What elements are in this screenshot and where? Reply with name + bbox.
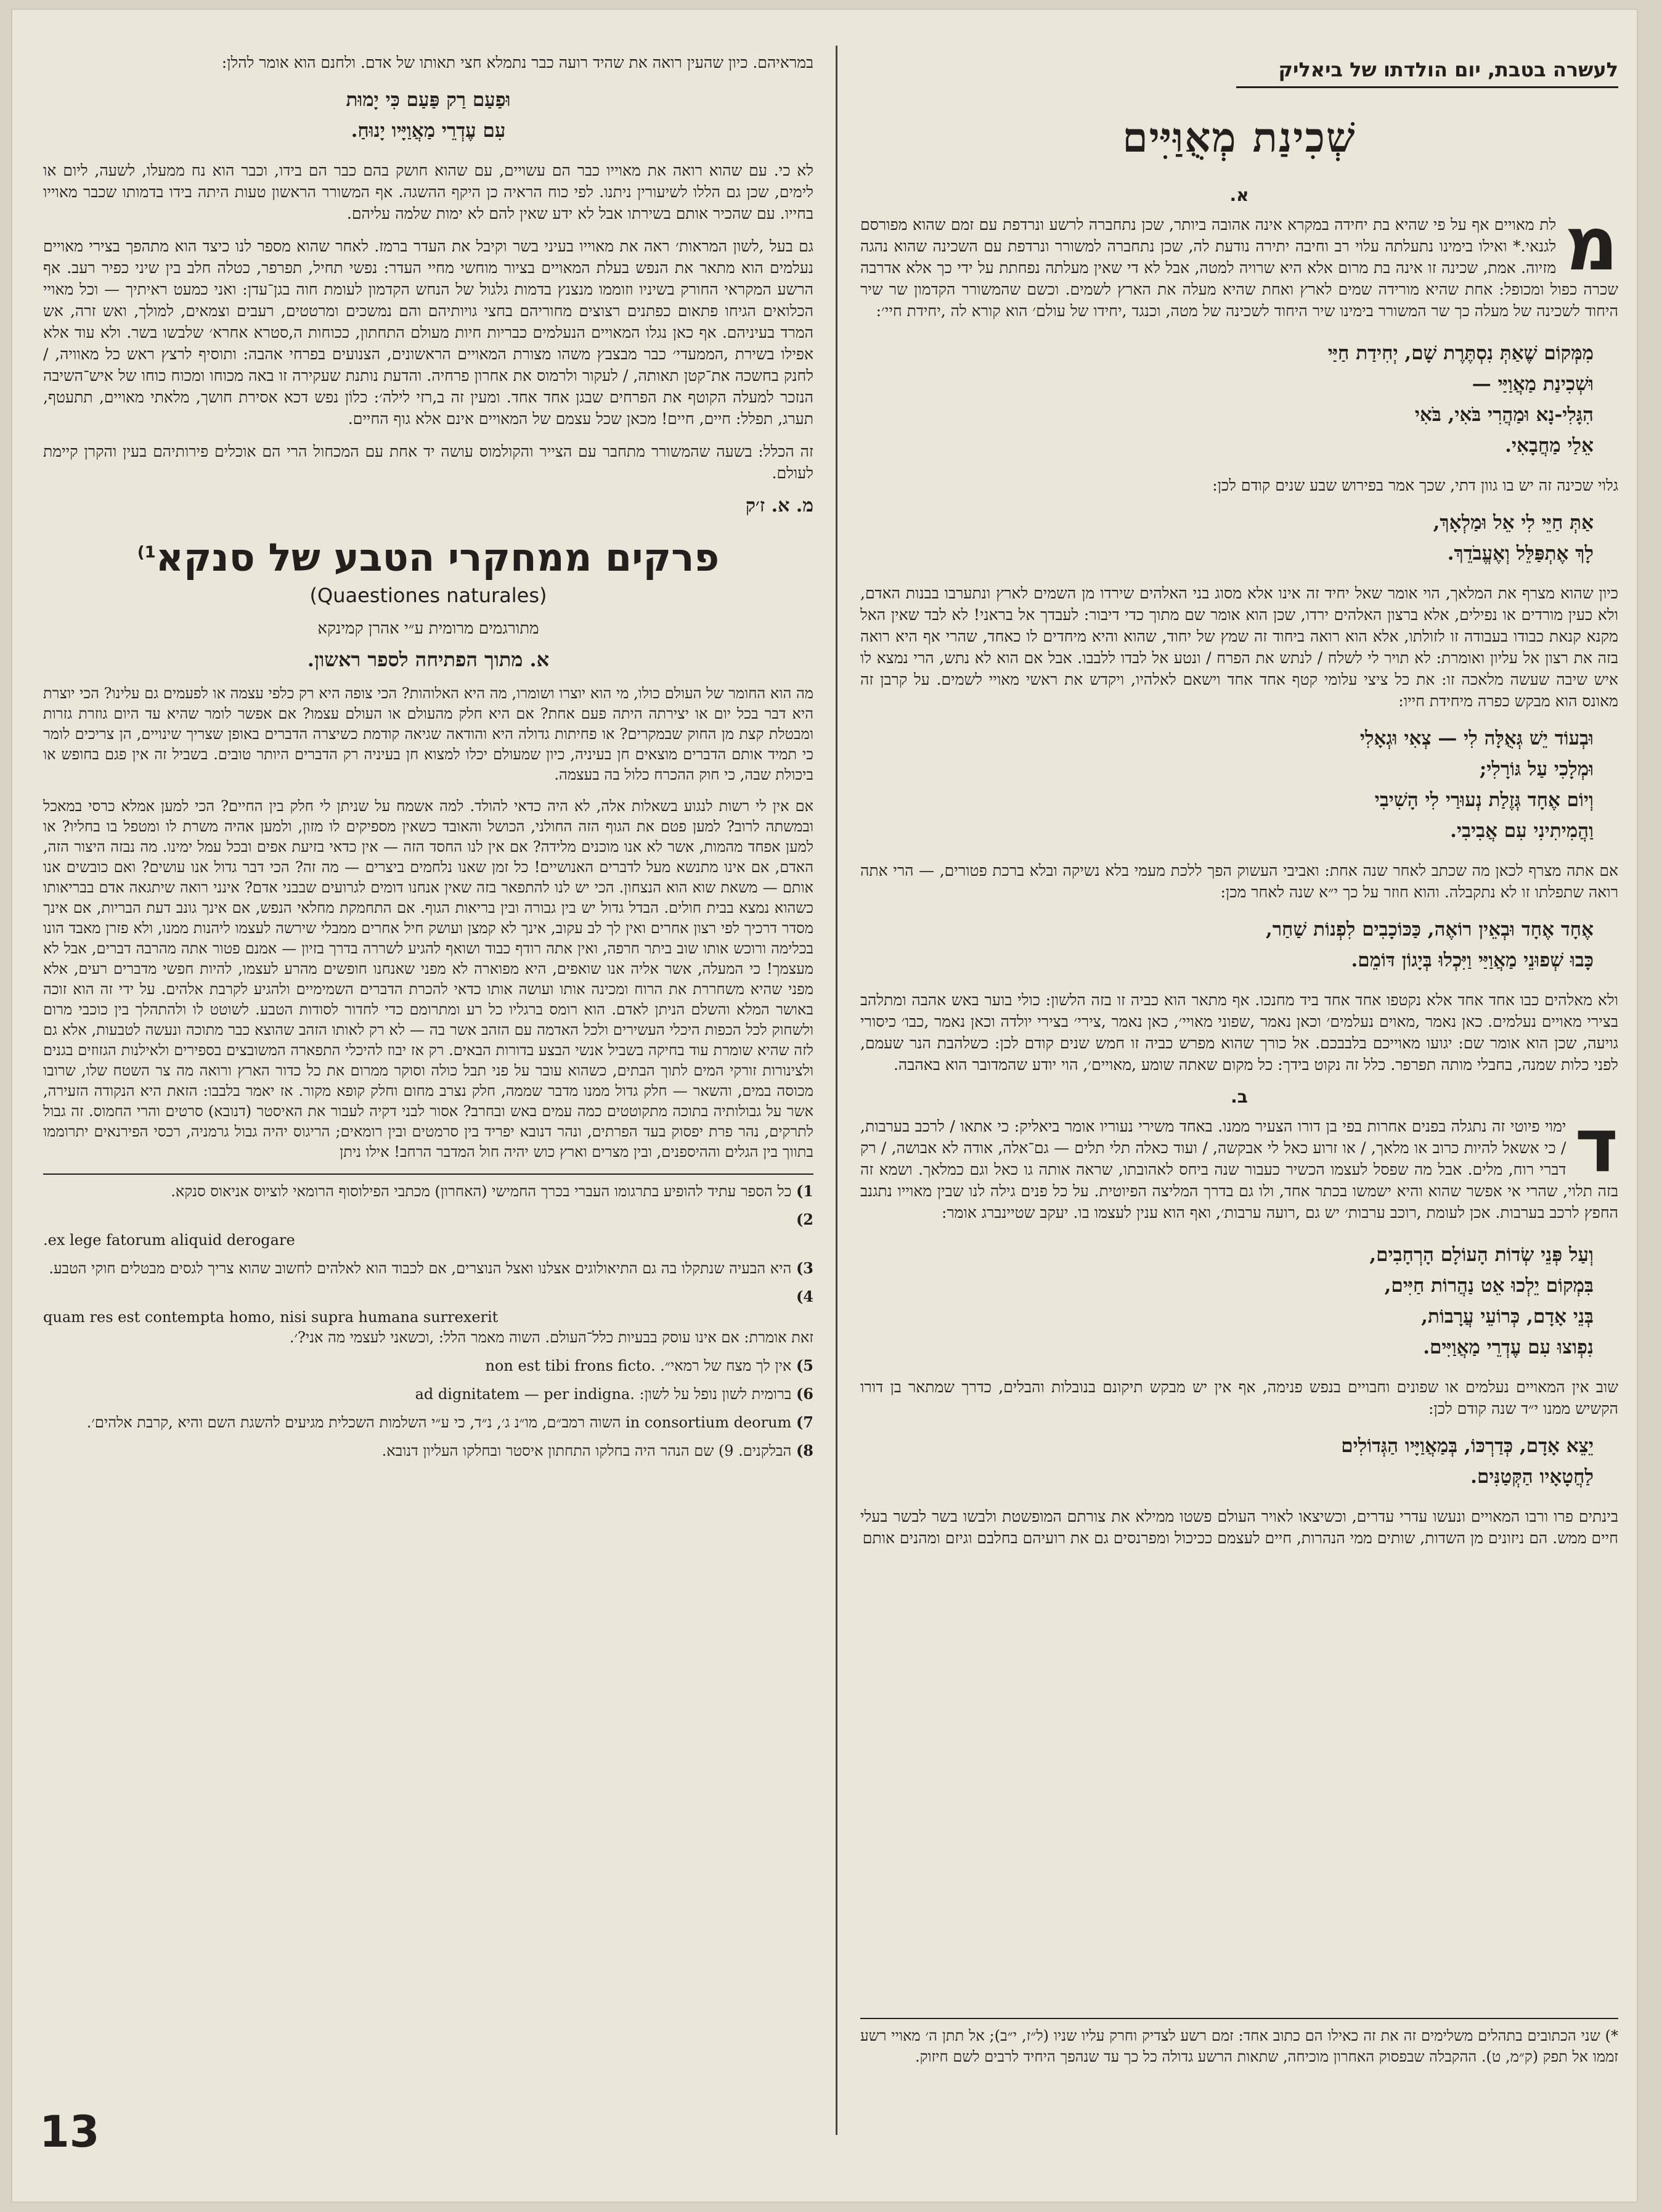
poem-excerpt (860, 338, 1618, 461)
poem-line: וַהֲמִיתִינִי עִם אֲבִיבִי. (1450, 820, 1594, 842)
poem-line: וְעַל פְּנֵי שְׂדוֹת הָעוֹלָם הָרְחָבִים, (1369, 1244, 1594, 1266)
seneca-article-title (43, 535, 813, 580)
section-marker: ב. (1231, 1087, 1248, 1107)
poem-line: אַתְּ חַיֵּי לִי אֵל וּמַלְאָךְ, (1433, 512, 1594, 534)
footnote (43, 1258, 813, 1279)
paragraph: לא כי. עם שהוא רואה את מאוייו כבר הם עשויים, עם שהוא חושק בהם כבר הם בידו, וכבר הוא נח ממעלו, לשעה, ליום או לימים, שכן גם הללו לשיעורין ניתנו. לפי כוח הראיה כן היקף ההשגה. אף המשורר הראשון טעות היתה בידו בדמותו שכבר מאוייו בחייו. עם שהכיר אותם בשירתו אבל לא ידע שאין להם לא ימות שלמה עליהם. (43, 161, 813, 222)
footnote-number: 4) (796, 1288, 813, 1305)
footnote-latin: in consortium deorum (625, 1414, 792, 1431)
footnote-latin: .ad dignitatem — per indigna (415, 1386, 635, 1403)
poem-line: וּמְלָכִי עַל גּוֹרָלִי; (1479, 758, 1594, 780)
footnote-number: 2) (796, 1210, 813, 1228)
paragraph: ולא מאלהים כבו אחד אחד אלא נקטפו אחד אחד ביד מחנכו. אף מתאר הוא כביה זו בזה הלשון: כולי בוער באש אהבה ומתלהב בצירי מאויים נעלמים. כאן נאמר ,מאוים נעלמים׳ וכאן נאמר ,שפוני מאויי׳, כאן נאמר ,צירי׳ בצירי יולדה וכאן נאמר ,כבו׳ כיסורי גויעה, שכן הוא אומר שם: יגועו מאוייכם בלבבכם. אל כורך שהוא מפרש כביה זו חמש שנים קודם לכן: כשלהבת הנר שעמם, לפני כלות שמנה, בחבלי מותה תפרפר. כלל זה נקוט בידך: כל מקום שאתה שומע ,מאויים׳, הוי יודע שהמדובר הוא באהבה. (860, 991, 1618, 1074)
latin-subtitle: (Quaestiones naturales) (309, 584, 547, 607)
paragraph: מה הוא החומר של העולם כולו, מי הוא יוצרו ושומרו, מה היא האלוהות? הכי צופה היא רק כלפי עצמה או לפעמים גם עלינו? הכי יוצרת היא דבר בכל יום או יצירתה היתה פעם אחת? אם היא חלק מהעולם או העולם עצמו? אם אפשר לומר שהיא עד היום גוזרת גזרות ומבטלת קצת מן החוק שבמקרים? או פחיתות גדולה היא והודאה שגיאה קודמת כשיצרה הדברים באופן שצריך שינויים, הן צריכים לומר כי תמיד אותם הדברים מוצאים חן בעיניה, כיון שמעולם יכלו למצוא חן בעיניה רק הדברים היותר טובים. בשביל זה אין פגם בחופש או ביכולת שבה, כי חוק ההכרח כלול בה בעצמה. (43, 685, 813, 783)
poem-line: בְּנֵי אָדָם, כְּרוֹעֵי עֲרָבוֹת, (1421, 1305, 1594, 1328)
poem-line: וְיוֹם אֶחָד גְּזֶלַת נְעוּרַי לִי הָשִׁיבִי (1374, 789, 1594, 811)
footnote-text: היא הבעיה שנתקלו בה גם התיאולוגים אצלנו ואצל הנוצרים, אם לכבוד הוא לאלהים לחשוב שהוא צריך לגסים מבטלים חוקי הטבע. (49, 1260, 792, 1277)
poem-line: לָךְ אֶתְפַּלֵּל וְאֶעֱבֹדֵךְ. (1447, 542, 1594, 565)
column-divider (836, 46, 837, 2135)
right-article-body (860, 181, 1618, 1560)
poem-excerpt (860, 1239, 1618, 1363)
footnote-text: אין לך מצח של רמאי״. (660, 1357, 792, 1374)
footnote (43, 1440, 813, 1461)
paragraph: לת מאויים אף על פי שהיא בת יחידה במקרא אינה אהובה ביותר, שכן נתחברה לרשע ונרדפת עם זמם שהוא מפורסם לגנאי.* ואילו בימינו נתעלתה עלוי רב וחיבה יתירה נודעת לה, שכן נתחברה למשורר ונרדפת עם השכינה שהוא נהגה מזיוה. אמת, שכינה זו אינה בת מרום אלא היא שרויה למטה, אבל לא די שאין מעלתה נפחתת על ידי כך אלא אדרבה שכרה כפול ומכופל: אחת שהיא מורידה שמים לארץ ואחת שהיא מעלה את הארץ לשמים. וכשם שהמשורר הקדמון שר שיר היחוד לשכינה של מעלה כך שר המשורר בימינו שיר היחוד לשכינה של מטה, וכנגד ,יחידו של עולם׳ הוא קורא לה ,יחידת חיי׳: (860, 216, 1618, 320)
poem-line: וּבְעוֹד יֵשׁ גְּאֻלָּה לִי — צְאִי וּגְאָלִי (1359, 727, 1594, 749)
poem-line: בִּמְקוֹם יֵלְכוּ אֵט נַהֲרוֹת חַיִּים, (1384, 1275, 1594, 1297)
footnote (43, 1181, 813, 1202)
section-marker: א. (1229, 185, 1249, 205)
footnote-text: השוה רמב״ם, מו״נ ג׳, נ״ד, כי ע״י השלמות השכלית מגיעים להשגת השם והיא ,קרבת אלהים׳. (86, 1414, 621, 1431)
poem-line: מִמְּקוֹם שֶׁאַתְּ נִסְתֶּרֶת שָׁם, יְחִידַת חַיַּי (1327, 342, 1594, 364)
footnote-number: 7) (796, 1413, 813, 1431)
paragraph: בינתים פרו ורבו המאויים ונעשו עדרי עדרים, וכשיצאו לאויר העולם פשטו ממילא את צורתם המופשטת ולבשו בשר לבשר בעלי חיים ממש. הם ניזונים מן השדות, שותים ממי הנהרות, חיים לעצמם ככיכול ומפרנסים גם את רועיהם בחלבם וגיזם ומהנים אותם (860, 1508, 1618, 1547)
footnote-text: הבלקנים. 9) שם הנהר היה בחלקו התחתון איסטר ובחלקו העליון דנובא. (381, 1442, 792, 1459)
poem-line: לַחֲטָאָיו הַקְּטַנִּים. (1470, 1466, 1594, 1488)
paragraph-with-dropcap (860, 1103, 1618, 1235)
drop-cap: מ (1565, 202, 1618, 287)
title-text: פרקים ממחקרי הטבע של סנקא (155, 535, 720, 580)
paragraph: אם אין לי רשות לנגוע בשאלות אלה, לא היה כדאי להולד. למה אשמח על שניתן לי חלק בין החיים? הכי למען אמלא כרסי במאכל ובמשתה לרוב? למען פטם את הגוף הזה החולני, הכושל והאובד כשאין מספיקים לו מזון, ולמען אהיה משרת לו ומטפל בו בחליו? או למען אפחד מהמות, אשר לא אנו מוכנים מלידה? אם אין לנו החסד הזה — אין כדאי בזיעת אפים ובכל עמל ימינו. מה נבזה היצור הזה, האדם, אם אינו מתנשא מעל לדברים האנושיים! כל זמן שאנו נלחמים ביצרים — מה זה? הכי דבר גדול אנו עושים? ואם כובשים אנו אותם — משאת שוא הוא הנצחון. הכי יש לנו להתפאר בזה שאין אנחנו דומים לגרועים שבבני אדם? אינני רואה שיתגאה אדם בבריאותו כשהוא נמצא בבית חולים. הבדל גדול יש בין גבורה ובין בריאות הגוף. אם התחמקת מחלאי הנפש, אם אינך גונב דעת הבריות, אם אינך מסדר דרכיך לפי רצון אחרים ואין לך לב עקוב, אינך לא קמצן ועושק חיל אחרים ממבלי שירשה לעצמו ליהנות ממנו, ולא פזרן מאבד הונו בכלימה ורוכש אותו שוב ביתר חרפה, ואין אתה רודף כבוד ושואף להגיע לשררה בדרך בזיון — אמנם פטור אתה מהרבה דברים, אבל לא מעצמך! כי המעלה, אשר אליה אנו שואפים, היא מפוארה לא מפני שאנחנו חופשים מהרע לעצמו, להיות חפשי מדברים רעים, אלא מפני שהיא משחררת את הרוח ומכינה אותו ועושה אותו כדאי להכרת הדברים השמימיים ולהגיע לקרבת אלהים. על ידי זה הוא זוכה באושר המלא והשלם הניתן לאדם. הוא רומס ברגליו כל רע ומתרומם כדי לחדור לסודות הטבע. לשוטט לו ולהתהלך בין כוכבי מרום ולשחוק לכל הכפות היכלי העשירים ולכל האדמה עם הזהב אשר בה — לא רק לאותו הזהב שהוצא כבר מתוכה ונעשה לטבעות, אלא גם לזה שהיא שומרת עוד בחיקה בשביל אנשי הבצע בדורות הבאים. רק אז יבוז להיכלי התפארה המשובצים בספירים ולאילנות הגזוזים בגנים ולצינורות זורקי המים לתוך הבתים, כשהוא עובר על פני תבל כולה וסוקר ממרום את כל כדור הארץ ורואה מה צר השטח שלו, שרובו מכוסה במים, והשאר — חלק גדול ממנו מדבר שממה, חלק נצרב מחום וחלק קופא מקור. אז יאמר בלבבו: הזאת היא הנקודה הזעירה, אשר על גבולותיה בתוכה מתקוטטים כמה עמים באש ובחרב? אסור לבני דקיה לעבור את האיסטר (דנובא) סרטים והרי החמוס. זה גבול לתרקים, נהר פרת יפסוק בעד הפרתים, ונהר דנובא יפריד בין סרמטים ובין רומאים; הריגוס יהיה גבול גרמניה, רכסי הפירנאים יתרוממו בתווך בין הגלים וההיספנים, ובין מצרים וארץ כוש יהיה חול המדבר הרחב! אילו ניתן (43, 798, 814, 1161)
drop-cap: ד (1574, 1103, 1618, 1189)
column-tag: לעשרה בטבת, יום הולדתו של ביאליק (1236, 58, 1618, 88)
paragraph: שוב אין המאויים נעלמים או שפונים וחבויים בנפש פנימה, אף אין יש מבקש תיקונם בנובלות והבלים, כדרך שמתאר בן דורו הקשיש ממנו י״ד שנה קודם לכן: (860, 1378, 1618, 1418)
intro-paragraph (860, 202, 1618, 333)
footnote-text: זאת אומרת: אם אינו עוסק בבעיות כלל־העולם. השוה מאמר הלל: ,וכשאני לעצמי מה אני?׳. (289, 1329, 813, 1346)
poem-line: יֵצֵא אָדָם, כְּדַרְכּוֹ, בְּמַאֲוַיָּיו הַגְּדוֹלִים (1341, 1435, 1594, 1457)
poem-excerpt (860, 914, 1618, 976)
footnote-number: 3) (796, 1259, 813, 1277)
poem-excerpt (860, 1430, 1618, 1492)
footnote-text: כל הספר עתיד להופיע בתרגומו העברי בכרך החמישי (האחרון) מכתבי הפילוסוף הרומאי לוציוס אניאוס סנקא. (171, 1183, 792, 1200)
footnote-number: 8) (796, 1442, 813, 1459)
left-column (43, 52, 813, 1469)
poem-line: כָּבוּ שְׁפוּנֵי מַאֲוַיַּי וַיִּכְלוּ בְּיָגוֹן דּוֹמֵם. (1351, 949, 1594, 971)
poem-line: אֶחָד אֶחָד וּבְאֵין רוֹאֶה, כַּכּוֹכָבִים לִפְנוֹת שַׁחַר, (1266, 918, 1594, 941)
poem-line: הִגָּלִי-נָא וּמַהֲרִי בֹּאִי, בֹּאִי (1414, 404, 1594, 426)
article-title: שְׁכִינַת מְאֻוַּיִּים (1122, 113, 1356, 161)
footnote-ref: 1) (137, 543, 156, 562)
footnote (43, 1355, 813, 1376)
translator-credit: מתורגמים מרומית ע״י אהרן קמינקא (317, 619, 539, 638)
paragraph: זה הכלל: בשעה שהמשורר מתחבר עם הצייר והקולמוס עושה יד אחת עם המכחול הרי הם אוכלים פירותיהם בעין והקרן קיימת לעולם. (43, 443, 813, 482)
footnote-latin: .non est tibi frons ficto (485, 1357, 656, 1374)
footnote-number: 5) (796, 1357, 813, 1374)
author-signature: מ. א. ז׳ק (745, 495, 813, 516)
footnote (43, 1286, 813, 1348)
paragraph: במראיהם. כיון שהעין רואה את שהיד רועה כבר נתמלא חצי תאותו של אדם. ולחנם הוא אומר להלן: (221, 54, 813, 71)
footnote (43, 1384, 813, 1405)
poem-line: עִם עֶדְרֵי מַאֲוַיָּיו יָנוּחַ. (351, 120, 506, 142)
chapter-heading: א. מתוך הפתיחה לספר ראשון. (307, 648, 550, 671)
footnote-latin: .ex lege fatorum aliquid derogare (43, 1231, 295, 1249)
poem-line: נִפְוצוּ עִם עֶדְרֵי מַאֲוַיִּים. (1423, 1336, 1594, 1358)
paragraph: ימוי פיוטי זה נתגלה בפנים אחרות בפי בן דורו הצעיר ממנו. באחד משירי נעוריו אומר ביאליק: כי אתאו / לרכב בערבות, / כי אשאל להיות כרוב או מלאך, / או זרוע כאל לי אבקשה, / ועוד כאלה תלי תלים — גם־אלה, אודה לא אבושה, / רק דברי רוח, מלים. אבל מה שפסל לעצמו הכשיר כעבור שנה ביחס לאהובתו, שראה אותה גו כאל וגם כמלאך. ושמא זה בזה תלוי, שהרי אי אפשר שהוא והיא ישמשו בכתר אחד, ולו גם בדרך המליצה הפיוטית. על כל פנים גילה לנו שבין מאוייו נתגנב החפץ לרכב בערבות. אכן לעומת ,רוכב ערבות׳ יש גם ,רועה ערבות׳, ואף הוא ענין לעצמו בו. יעקב שטיינברג אומר: (860, 1117, 1618, 1222)
footnote-number: 1) (796, 1182, 813, 1200)
poem-line: אֵלַי מַחֲבָאִי. (1505, 435, 1594, 457)
magazine-page (11, 9, 1638, 2203)
poem-excerpt (43, 84, 813, 146)
footnote-text: ברומית לשון נופל על לשון: (639, 1386, 792, 1403)
poem-line: וּשְׁכִינַת מַאֲוַיַּי — (1472, 373, 1594, 395)
footnotes (43, 1173, 813, 1461)
footnote (43, 1209, 813, 1251)
paragraph: גם בעל ,לשון המראות׳ ראה את מאוייו בעיני בשר וקיבל את העדר ברמז. לאחר שהוא מספר לנו כיצד הוא מתהפך בצירי מאויים נעלמים הוא מתאר את הנפש בעלת המאויים בציור מוחשי מחיי העדר: נפשי תחיל, תפרפר, כטלה חלב בין שיני כפיר רעב. אף הרשע המקראי החורק בשיניו וזוממו מנצנץ בדמות גלגול של הנחש הקדמון לעומת חוה בגן־עדן: ואני כמעט ראיתיך — וכל מאויי הכלואים הגיחו פתאום כפתנים רצוצים מחוריהם בחצי גויותיהם והם נמשכים ומרטטים, רעבים וצמאים, למולך, ואש זרה, אש המרד בעיניהם. אף כאן נגלו המאויים הנעלמים כבריות חיות מעולם התחתון, ככוחות ה,סטרא אחרא׳ שלבשו בשר. ולא עוד אלא אפילו בשירת ,הממעדי׳ כבר מבצבץ משהו מצורת המאויים הראשונים, הצנועים בפרחי אהבה: ותוסיף לרצץ ראש כל מאוויה, / לחנק בחשכה את־קטן תאותה, / לעקור ולרמוס את אחרון פרחיה. והדעת נותנת שעקירה זו באה מכוחו ומכוח כוחו של איש־השיבה הנזכר למעלה הקוטף את הפרחים שבגן אחד אחד. ומעין זה ב,רזי לילה׳: כלוֹן נפש דכא אסירת חושך, מלאתי מאויים, תתעטף, תערג, תפלל: חיים, חיים! מכאן שכל עצמם של המאויים אינם אלא גוף החיים. (43, 237, 813, 428)
footnote (43, 1412, 813, 1433)
poem-excerpt (860, 723, 1618, 846)
footnote-number: 6) (796, 1385, 813, 1403)
poem-excerpt (860, 507, 1618, 569)
poem-line: וּפַעַם רַק פַּעַם כִּי יָמוּת (346, 89, 511, 111)
paragraph: אם אתה מצרף לכאן מה שכתב לאחר שנה אחת: ואביבי העשוק הפך ללכת מעמי בלא נשיקה ובלא ברכת פטורים, — הרי אתה רואה שתפלתו זו לא נתקבלה. והוא חוזר על כך י״א שנה לאחר מכן: (860, 862, 1618, 901)
page-number: 13 (39, 2107, 100, 2157)
paragraph: גלוי שכינה זה יש בו גוון דתי, שכך אמר בפירוש שבע שנים קודם לכן: (1212, 476, 1618, 494)
right-footnote: *) שני הכתובים בתהלים משלימים זה את זה כאילו הם כתוב אחד: זמם רשע לצדיק וחרק עליו שניו (ל״ז, י״ב); אל תתן ה׳ מאויי רשע זממו אל תפק (ק״מ, ט). ההקבלה שבפסוק האחרון מוכיחה, שתאות הרשע גדולה כל כך עד שנהפך היחיד לרבים לשם חיזוק. (860, 2018, 1618, 2067)
paragraph: כיון שהוא מצרף את המלאך, הוי אומר שאל יחיד זה אינו אלא מסוג בני האלהים שירדו מן השמים לארץ ונתערבו בבנות האדם, ולא כעין מורדים או נפילים, אלא ברצון האלהים ירדו, שכן הוא אומר שם מתוך כדי דיבור: לעבדך אל בראני! לא לבד שאין האל מקנא קנאת כבודו בעבודה זו לזולתו, אלא הוא רואה ביחוד זה שמץ של יחוד, שהוא והיא מיחדים לו כאחד, שהרי אף היא רואה בזה את רצון אל עליון ואומרת: לא תויר לי לשלח / לנתש את הפרח / ונטע אל לבדו ללבבו. אבל אם הוא לא נתש, הרי נמצא לו איש שיבה שעשה מלאכה זו: את כל ציצי עלומי קטף אחד אחד וישאם לאלהיו, ויקדש את ראשי מאויי לשמים. על קרבן זה מאונס הוא מבקש כפרה מיחידת חייו: (860, 584, 1618, 710)
footnote-latin: quam res est contempta homo, nisi supra humana surrexerit (43, 1308, 499, 1326)
